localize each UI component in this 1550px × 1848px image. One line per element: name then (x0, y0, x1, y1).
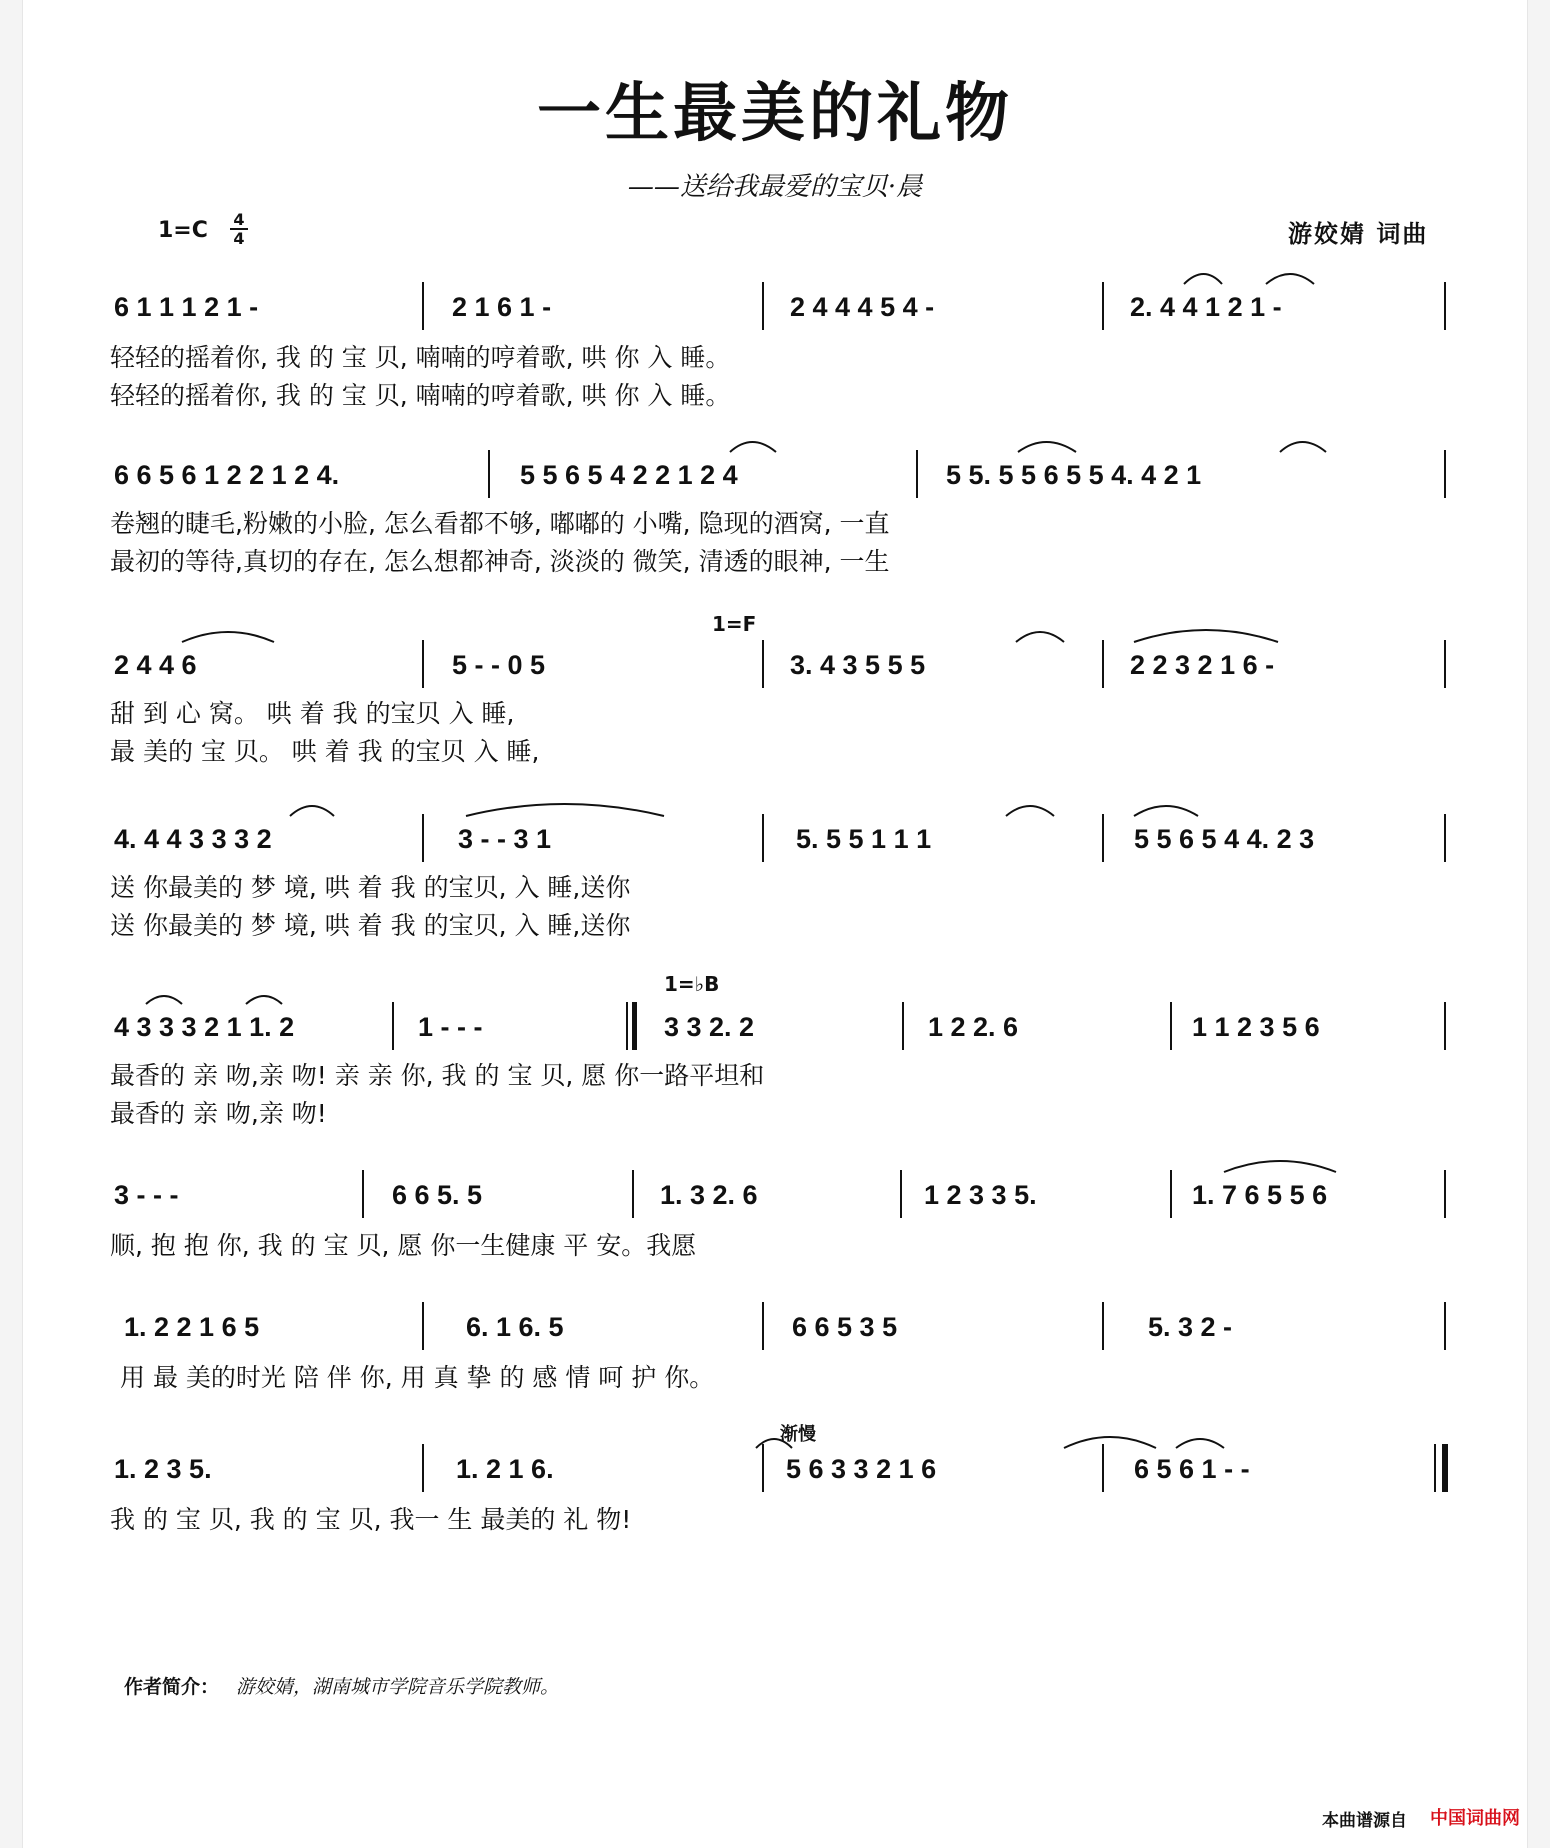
measure: 6 6 5 3 5 (792, 1312, 898, 1342)
lyric-line-2: 最 美的 宝 贝。 哄 着 我 的宝贝 入 睡, (110, 737, 540, 766)
measure: 5 6 3 3 2 1 6 (786, 1454, 937, 1484)
slur (756, 1439, 792, 1448)
measure: 1 2 2. 6 (928, 1012, 1019, 1042)
lyric-line-1: 我 的 宝 贝, 我 的 宝 贝, 我一 生 最美的 礼 物! (110, 1505, 632, 1534)
measure: 5 5 6 5 4 2 2 1 2 4 (520, 460, 738, 490)
lyric-line-2: 最香的 亲 吻,亲 吻! (110, 1099, 327, 1128)
measure: 5 5. 5 5 6 5 5 4. 4 2 1 (946, 460, 1202, 490)
measure: 5. 5 5 1 1 1 (796, 824, 932, 854)
measure: 4. 4 4 3 3 3 2 (114, 824, 272, 854)
slur (466, 804, 664, 816)
slur (730, 442, 776, 452)
slur (1280, 442, 1326, 452)
measure: 1. 2 2 1 6 5 (124, 1312, 260, 1342)
lyric-line-1: 用 最 美的时光 陪 伴 你, 用 真 挚 的 感 情 呵 护 你。 (120, 1363, 715, 1392)
measure: 2 2 3 2 1 6 - (1130, 650, 1275, 680)
measure: 5 5 6 5 4 4. 2 3 (1134, 824, 1315, 854)
song-subtitle: ——送给我最爱的宝贝·晨 (627, 172, 923, 202)
slur (1134, 806, 1198, 816)
measure: 2 4 4 6 (114, 650, 197, 680)
measure: 3. 4 3 5 5 5 (790, 650, 926, 680)
source-site-link[interactable]: 中国词曲网 (1430, 1808, 1520, 1829)
time-signature-top: 4 (233, 210, 245, 229)
bio-text: 游姣婧，湖南城市学院音乐学院教师。 (236, 1676, 560, 1698)
measure: 2 1 6 1 - (452, 292, 552, 322)
slur (1224, 1161, 1336, 1172)
time-signature-bottom: 4 (230, 228, 248, 247)
measure: 3 3 2. 2 (664, 1012, 755, 1042)
song-title: 一生最美的礼物 (537, 76, 1013, 151)
composer-credit: 游姣婧 词曲 (1288, 220, 1429, 248)
lyric-line-2: 最初的等待,真切的存在, 怎么想都神奇, 淡淡的 微笑, 清透的眼神, 一生 (110, 547, 890, 576)
slur (1184, 274, 1222, 284)
slur (246, 996, 282, 1004)
measure: 6 1 1 1 2 1 - (114, 292, 259, 322)
slur (1016, 632, 1064, 642)
lyric-line-1: 顺, 抱 抱 你, 我 的 宝 贝, 愿 你一生健康 平 安。我愿 (110, 1231, 697, 1260)
lyric-line-1: 卷翘的睫毛,粉嫩的小脸, 怎么看都不够, 嘟嘟的 小嘴, 隐现的酒窝, 一直 (110, 509, 890, 538)
slur (1176, 1439, 1224, 1448)
lyric-line-1: 甜 到 心 窝。 哄 着 我 的宝贝 入 睡, (110, 699, 515, 728)
measure: 1. 7 6 5 5 6 (1192, 1180, 1328, 1210)
measure: 2 4 4 4 5 4 - (790, 292, 935, 322)
slur (1266, 274, 1314, 284)
slur (1006, 806, 1054, 816)
measure: 6 5 6 1 - - (1134, 1454, 1250, 1484)
measure: 1 - - - (418, 1012, 483, 1042)
measure: 3 - - - (114, 1180, 179, 1210)
lyric-line-1: 送 你最美的 梦 境, 哄 着 我 的宝贝, 入 睡,送你 (110, 873, 631, 902)
measure: 1. 3 2. 6 (660, 1180, 758, 1210)
measure: 6 6 5. 5 (392, 1180, 483, 1210)
lyric-line-2: 送 你最美的 梦 境, 哄 着 我 的宝贝, 入 睡,送你 (110, 911, 631, 940)
measure: 6 6 5 6 1 2 2 1 2 4. (114, 460, 340, 490)
measure: 3 - - 3 1 (458, 824, 552, 854)
measure: 1. 2 3 5. (114, 1454, 212, 1484)
measure: 2. 4 4 1 2 1 - (1130, 292, 1282, 322)
measure: 1 2 3 3 5. (924, 1180, 1037, 1210)
measure: 5. 3 2 - (1148, 1312, 1233, 1342)
measure: 5 - - 0 5 (452, 650, 546, 680)
key-change-bflat: 1=♭B (664, 972, 720, 996)
slur (290, 806, 334, 816)
slur (1134, 630, 1278, 642)
slur (1064, 1437, 1156, 1448)
slur (1018, 442, 1076, 452)
source-label: 本曲谱源自 (1322, 1811, 1407, 1831)
lyric-line-1: 最香的 亲 吻,亲 吻! 亲 亲 你, 我 的 宝 贝, 愿 你一路平坦和 (110, 1061, 765, 1090)
key-change-f: 1=F (712, 612, 757, 636)
lyric-line-2: 轻轻的摇着你, 我 的 宝 贝, 喃喃的哼着歌, 哄 你 入 睡。 (110, 381, 731, 410)
bio-label: 作者简介： (124, 1676, 220, 1698)
measure: 1 1 2 3 5 6 (1192, 1012, 1320, 1042)
measure: 1. 2 1 6. (456, 1454, 554, 1484)
tempo-marking: 渐慢 (780, 1424, 816, 1445)
lyric-line-1: 轻轻的摇着你, 我 的 宝 贝, 喃喃的哼着歌, 哄 你 入 睡。 (110, 343, 731, 372)
key-signature: 1=C (158, 218, 208, 243)
measure: 6. 1 6. 5 (466, 1312, 564, 1342)
measure: 4 3 3 3 2 1 1. 2 (114, 1012, 295, 1042)
slur (146, 996, 182, 1004)
slur (182, 632, 274, 642)
